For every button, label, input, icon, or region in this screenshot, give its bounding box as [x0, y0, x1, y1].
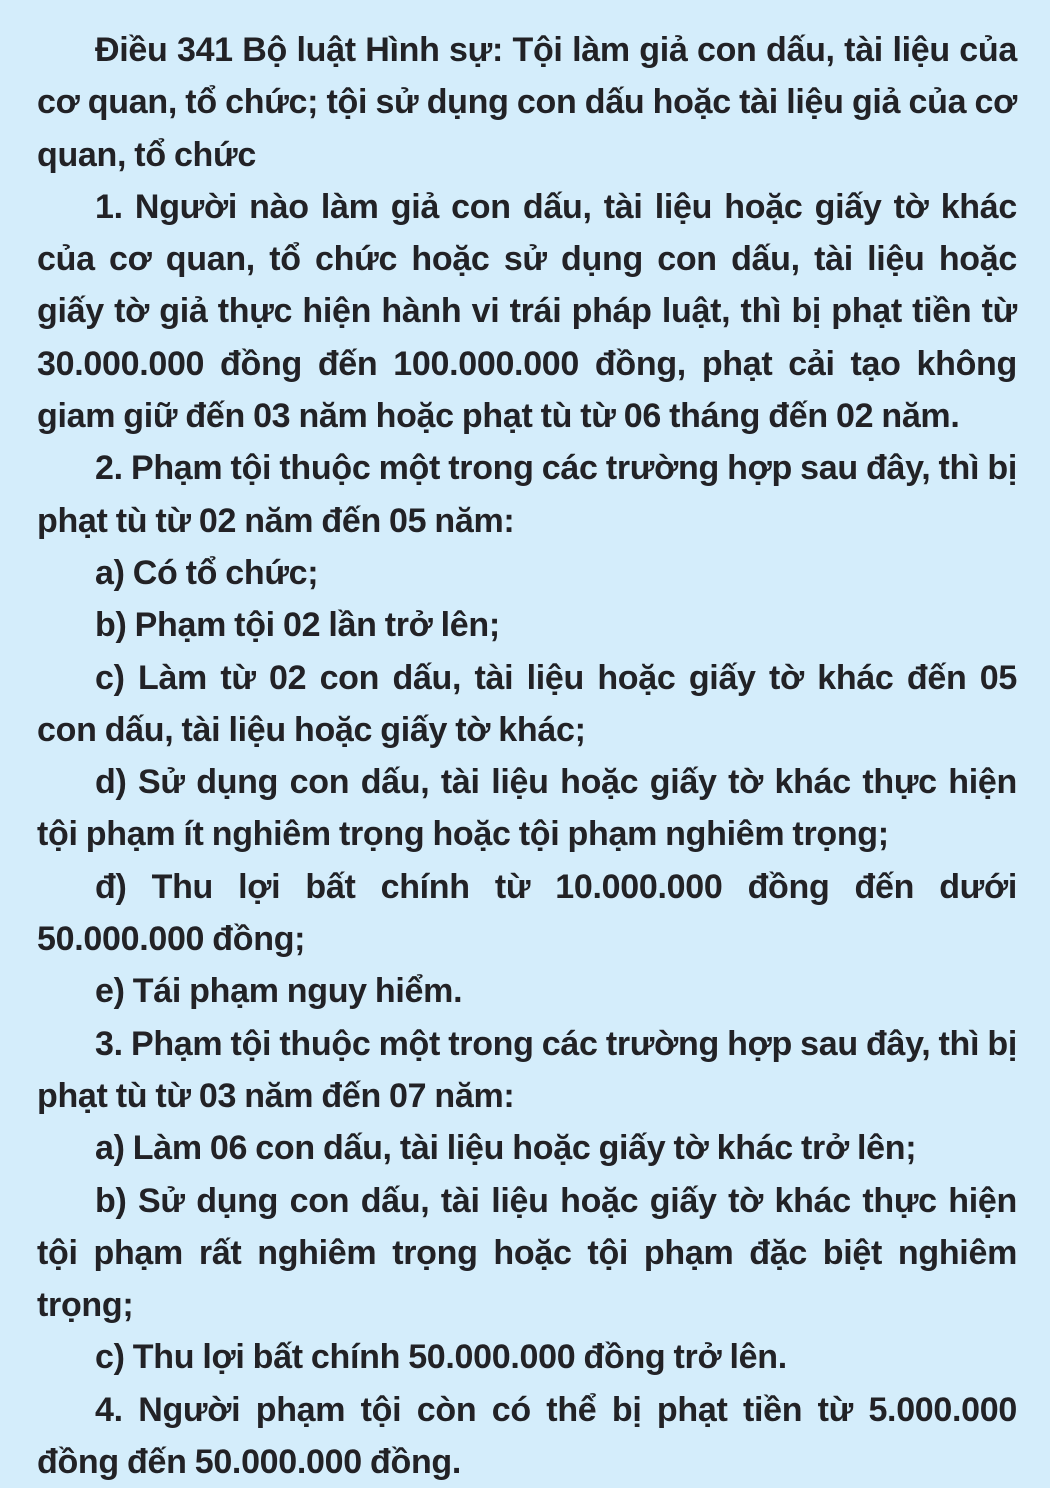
clause-2-point-c: c) Làm từ 02 con dấu, tài liệu hoặc giấy tờ khác đến 05 con dấu, tài liệu hoặc giấy tờ khác;: [37, 658, 1017, 749]
clause-2: 2. Phạm tội thuộc một trong các trường hợp sau đây, thì bị phạt tù từ 02 năm đến 05 năm:: [37, 449, 1017, 540]
clause-3-point-b: b) Sử dụng con dấu, tài liệu hoặc giấy tờ khác thực hiện tội phạm rất nghiêm trọng hoặc tội phạm đặc biệt nghiêm trọng;: [37, 1181, 1017, 1325]
clause-3-point-a: a) Làm 06 con dấu, tài liệu hoặc giấy tờ khác trở lên;: [95, 1129, 917, 1168]
clause-2-point-b: b) Phạm tội 02 lần trở lên;: [95, 606, 500, 645]
clause-2-point-a: a) Có tổ chức;: [95, 553, 319, 592]
clause-3: 3. Phạm tội thuộc một trong các trường hợp sau đây, thì bị phạt tù từ 03 năm đến 07 năm:: [37, 1024, 1017, 1115]
clause-2-point-d: d) Sử dụng con dấu, tài liệu hoặc giấy tờ khác thực hiện tội phạm ít nghiêm trọng hoặc tội phạm nghiêm trọng;: [37, 763, 1017, 854]
clause-3-point-c: c) Thu lợi bất chính 50.000.000 đồng trở lên.: [95, 1338, 787, 1377]
clause-2-point-e: e) Tái phạm nguy hiểm.: [95, 972, 463, 1011]
clause-2-point-dd: đ) Thu lợi bất chính từ 10.000.000 đồng đến dưới 50.000.000 đồng;: [37, 867, 1017, 959]
clause-4: 4. Người phạm tội còn có thể bị phạt tiền từ 5.000.000 đồng đến 50.000.000 đồng.: [37, 1390, 1017, 1482]
article-title: Điều 341 Bộ luật Hình sự: Tội làm giả con dấu, tài liệu của cơ quan, tổ chức; tội sử dụng con dấu hoặc tài liệu giả của cơ quan, tổ chức: [37, 31, 1017, 174]
clause-1: 1. Người nào làm giả con dấu, tài liệu hoặc giấy tờ khác của cơ quan, tổ chức hoặc sử dụng con dấu, tài liệu hoặc giấy tờ giả thực hiện hành vi trái pháp luật, thì bị phạt tiền từ 30.000.000 đồng đến 100.000.000 đồng, phạt cải tạo không giam giữ đến 03 năm hoặc phạt tù từ 06 tháng đến 02 năm.: [37, 187, 1017, 436]
